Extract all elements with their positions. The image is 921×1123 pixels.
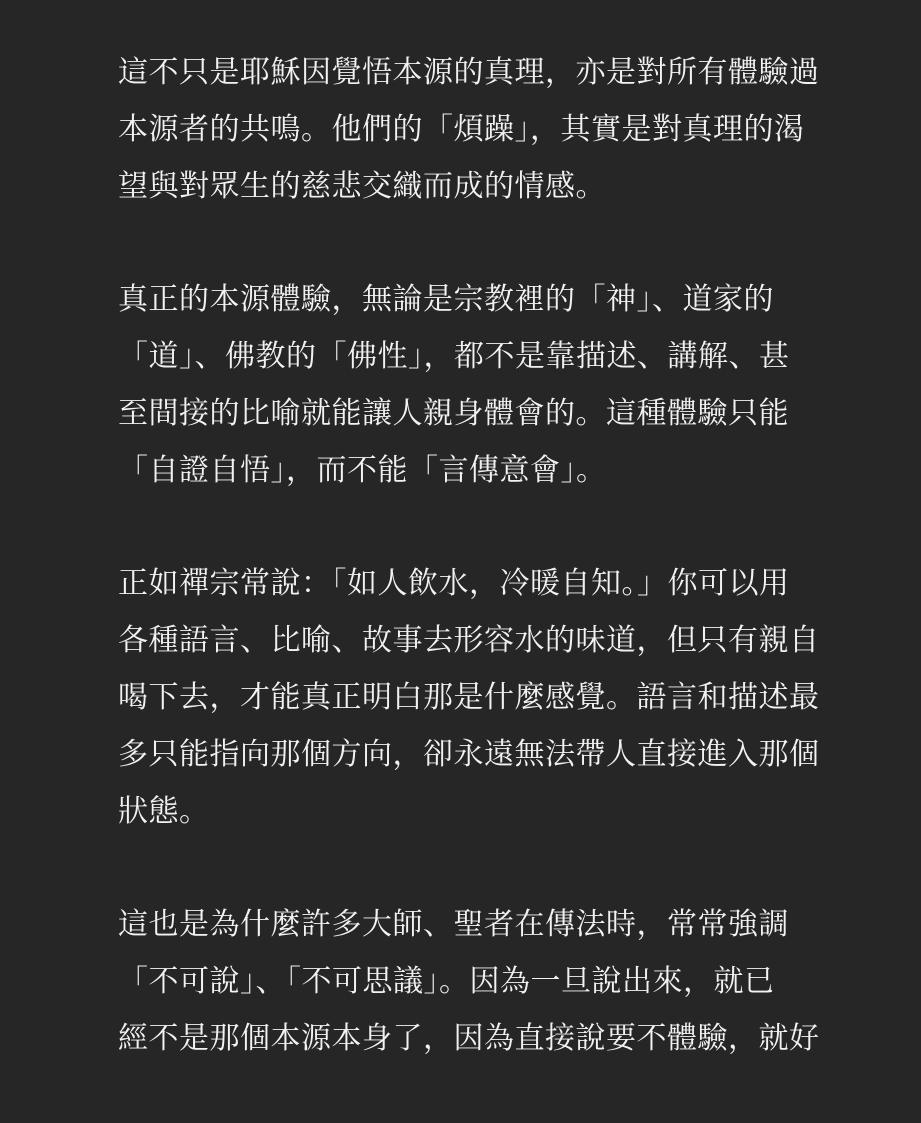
text-line: 「自證自悟」，而不能「言傳意會」。	[118, 453, 607, 488]
text-line: 這不只是耶穌因覺悟本源的真理，亦是對所有體驗過	[118, 55, 820, 90]
text-line: 正如禪宗常說：「如人飲水，冷暖自知。」你可以用	[118, 566, 790, 601]
text-line: 經不是那個本源本身了，因為直接說要不體驗，就好	[118, 1021, 820, 1056]
text-line: 多只能指向那個方向，卻永遠無法帶人直接進入那個	[118, 737, 820, 772]
text-line: 狀態。	[118, 794, 210, 829]
paragraph-2	[118, 271, 848, 499]
text-line: 本源者的共鳴。他們的「煩躁」，其實是對真理的渴	[118, 112, 805, 147]
paragraph-4	[118, 896, 848, 1067]
text-line: 真正的本源體驗，無論是宗教裡的「神」、道家的	[118, 282, 774, 317]
text-line: 「道」、佛教的「佛性」，都不是靠描述、講解、甚	[118, 339, 790, 374]
text-line: 喝下去，才能真正明白那是什麼感覺。語言和描述最	[118, 680, 820, 715]
text-line: 望與對眾生的慈悲交織而成的情感。	[118, 169, 606, 204]
text-line: 至間接的比喻就能讓人親身體會的。這種體驗只能	[118, 396, 789, 431]
text-line: 「不可說」、「不可思議」。因為一旦說出來，就已	[118, 964, 775, 999]
text-line: 這也是為什麼許多大師、聖者在傳法時，常常強調	[118, 907, 789, 942]
text-line: 各種語言、比喻、故事去形容水的味道，但只有親自	[118, 623, 820, 658]
paragraph-1	[118, 44, 848, 215]
article-body	[118, 44, 848, 1123]
paragraph-3	[118, 555, 848, 840]
